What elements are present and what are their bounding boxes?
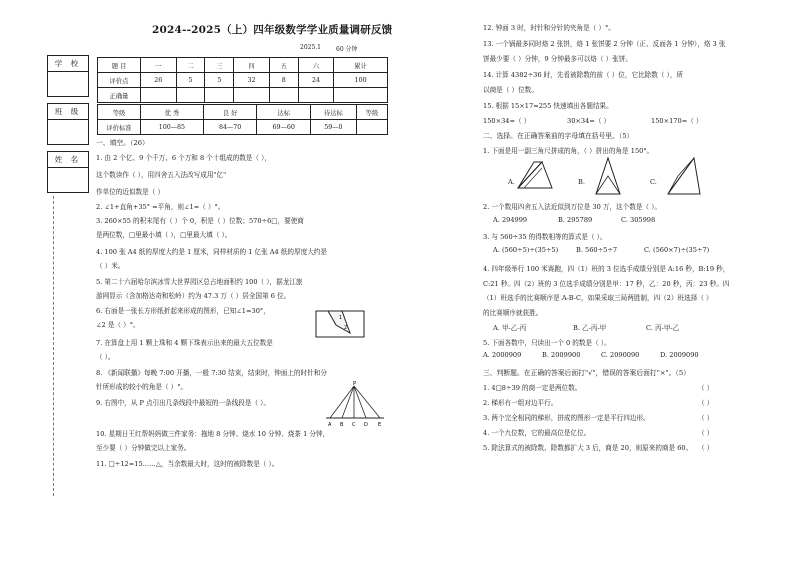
choice-4-option-b: B. 乙-丙-甲 [573,324,607,332]
point-label: C [352,422,356,428]
question-7-line-2: （ ）。 [96,353,115,361]
table-cell[interactable] [176,88,205,103]
choice-5: 5. 下面各数中，只读出一个 0 的数是（ ）。 [483,339,611,347]
question-10-line-1: 10. 星期日王红帮妈妈做三件家务：拖地 8 分钟、烧水 10 分钟、烧茶 1 分钟， [96,430,330,438]
name-box [47,151,89,193]
point-label: E [378,422,382,428]
table-cell: 题 目 [98,58,141,73]
section-judge-heading: 三、判断题。在正确的答案后面打"√"，错误的答案后面打"×"。（5） [483,369,690,377]
grade-row-standards [98,120,388,135]
exam-title: 2024--2025（上）四年级数学学业质量调研反馈 [152,24,393,36]
table-cell[interactable] [356,120,387,135]
question-12: 12. 钟面 3 时，时针和分针的夹角是（ ）°。 [483,24,615,32]
choice-1-option-b: B. [578,178,585,186]
choice-2-option-c: C. 305998 [621,216,656,224]
table-cell: 等级 [356,105,387,120]
class-box [47,103,89,145]
angle-1-label: 1 [339,315,343,321]
judge-3-answer[interactable]: （ ） [698,414,714,422]
table-cell: 59—0 [311,120,357,135]
table-cell: 正确量 [98,88,141,103]
score-row-headers [98,58,388,73]
table-cell: 优 秀 [141,105,204,120]
choice-4-option-a: A. 甲-乙-丙 [493,324,527,332]
judge-1: 1. 4□8÷39 的商一定是两位数。 [483,384,582,392]
question-3-line-1: 3. 260×55 的积末尾有（ ）个 0，积是（ ）位数；570÷6□，要使商 [96,217,304,225]
question-15-b: 30×34=（ ） [567,117,611,125]
choice-4-line-3: （1）班选手的比赛顺序是 A-B-C，如果采取三局两胜制，四（2）班选择（ ） [483,294,713,302]
question-13-line-1: 13. 一个锅最多同时烙 2 张饼，烙 1 张饼要 2 分钟（正、反面各 1 分钟），烙 3 张 [483,40,726,48]
option-a-triangle-figure [504,158,556,192]
judge-4: 4. 一个九位数，它的最高位是亿位。 [483,429,591,437]
option-b-triangle-figure [588,156,628,198]
choice-4-line-2: C:21 秒。四（2）班的 3 位选手成绩分别是甲：17 秒，乙：20 秒，丙：23 秒。四 [483,280,730,288]
choice-2-option-a: A. 294999 [493,216,528,224]
question-15-a: 150×34=（ ） [483,117,531,125]
question-8-line-2: 针所形成的较小的角是（ ）°。 [96,383,188,391]
score-table [97,57,388,103]
score-row-points [98,73,388,88]
table-cell[interactable] [334,88,388,103]
table-cell: 一 [141,58,177,73]
judge-5: 5. 除法算式的被除数、除数都扩大 3 后，商是 20，则原来的商是 60。 [483,444,693,452]
table-cell: 良 好 [203,105,257,120]
point-p-lines-figure [322,380,388,428]
judge-5-answer[interactable]: （ ） [698,444,714,452]
choice-3-option-a: A. (560÷5)÷(35÷5) [493,246,559,254]
judge-2: 2. 梯形有一组对边平行。 [483,399,558,407]
point-label: B [340,422,344,428]
name-label: 姓 名 [48,152,88,168]
choice-1: 1. 下面是用一副三角尺拼成的角，（ ）拼出的角是 150°。 [483,147,654,155]
table-cell[interactable] [141,88,177,103]
name-blank[interactable] [48,168,88,192]
point-p-label: P [353,381,357,387]
table-cell: 评价点 [98,73,141,88]
question-4-line-1: 4. 100 张 A4 纸的厚度大约是 1 厘米，同样材质的 1 亿张 A4 纸的厚度大约是 [96,248,327,256]
choice-3-option-c: C. (560×7)÷(35÷7) [644,246,710,254]
question-6-line-2: ∠2 是（ ）°。 [96,321,140,329]
point-label: D [364,422,368,428]
choice-5-option-b: B. 2009900 [542,351,581,359]
question-11: 11. □÷12=15……△，当余数最大时，这时的被除数是（ ）。 [96,460,279,468]
table-cell: 达标 [257,105,311,120]
table-cell: 24 [298,73,334,88]
question-10-line-2: 至少要（ ）分钟做完以上家务。 [96,444,191,452]
choice-4-line-1: 4. 四年级举行 100 米赛跑，四（1）班的 3 位选手成绩分别是 A:16 秒，B:19 秒， [483,265,730,273]
choice-5-option-a: A. 2000909 [483,351,522,359]
choice-4-line-4: 的比赛顺序就获胜。 [483,309,543,317]
question-5-line-2: 游网显示（含加格达奇和松岭）约为 47.3 万（ ）居全国第 6 位。 [96,292,291,300]
table-cell: 四 [234,58,270,73]
table-cell: 100 [334,73,388,88]
table-cell: 等级 [98,105,141,120]
choice-2: 2. 一个数用四舍五入法近似到万位是 30 万，这个数是（ ）。 [483,203,662,211]
section-choice-heading: 二、选择。在正确答案前的字母填在括号里。（5） [483,132,634,140]
choice-4-option-c: C. 丙-甲-乙 [646,324,680,332]
question-7-line-1: 7. 在算盘上用 1 颗上珠和 4 颗下珠表示出来的最大五位数是 [96,339,273,347]
choice-5-option-c: C. 2090090 [601,351,640,359]
choice-1-option-c: C. [650,178,657,186]
question-5-line-1: 5. 第二十六届哈尔滨冰雪大世界园区总占地面积约 100（ ），据龙江旅 [96,278,303,286]
score-row-correct [98,88,388,103]
table-cell: 评价标准 [98,120,141,135]
question-14-line-1: 14. 计算 4382÷36 时，先看被除数的前（ ）位，它比除数（ ），所 [483,71,684,79]
table-cell: 五 [269,58,298,73]
question-9: 9. 右图中，从 P 点引出几条线段中最短的一条线段是（ ）。 [96,399,271,407]
table-cell: 待达标 [311,105,357,120]
question-13-line-2: 饼最少要（ ）分钟，9 分钟最多可以烙（ ）张饼。 [483,55,632,63]
choice-2-option-b: B. 295789 [558,216,593,224]
question-1-line-2: 这个数读作（ ），用四舍五入法改写成用"亿" [96,171,227,179]
angle-2-label: 2 [344,325,348,331]
school-label: 学 校 [48,56,88,72]
table-cell[interactable] [234,88,270,103]
choice-3-option-b: B. 560÷5÷7 [576,246,618,254]
table-cell: 32 [234,73,270,88]
choice-5-option-d: D. 2009090 [660,351,699,359]
question-1-line-3: 作单位的近似数是（ ） [96,188,165,196]
folded-rectangle-figure [314,305,366,341]
table-cell: 26 [141,73,177,88]
question-15-c: 150×170=（ ） [651,117,703,125]
school-blank[interactable] [48,72,88,96]
table-cell: 69—60 [257,120,311,135]
question-4-line-2: （ ）米。 [96,262,125,270]
exam-date: 2025.1 [300,44,321,51]
choice-1-option-a: A. [508,178,515,186]
judge-4-answer[interactable]: （ ） [698,429,714,437]
table-cell[interactable] [269,88,298,103]
table-cell: 8 [269,73,298,88]
binding-line [53,196,54,496]
choice-3: 3. 与 560÷35 的得数相等的算式是（ ）。 [483,233,607,241]
table-cell: 100—85 [141,120,204,135]
grade-row-levels [98,105,388,120]
table-cell: 二 [176,58,205,73]
judge-1-answer[interactable]: （ ） [698,384,714,392]
table-cell: 84—70 [203,120,257,135]
table-cell: 累计 [334,58,388,73]
class-blank[interactable] [48,120,88,144]
question-1-line-1: 1. 由 2 个亿、9 个千万、6 个万和 8 个十组成的数是（ ）， [96,154,272,162]
option-c-triangle-figure [664,156,704,198]
class-label: 班 级 [48,104,88,120]
exam-duration: 60 分钟 [336,46,358,53]
question-6-line-1: 6. 右面是一张长方形纸折起来形成的图形，已知∠1=30°， [96,307,270,315]
table-cell[interactable] [205,88,234,103]
table-cell: 5 [176,73,205,88]
question-3-line-2: 是两位数，□里最小填（ ），□里最大填（ ）。 [96,231,232,239]
table-cell: 六 [298,58,334,73]
point-label: A [328,422,332,428]
school-box [47,55,89,97]
table-cell: 5 [205,73,234,88]
judge-3: 3. 两个完全相同的梯形，拼成的图形一定是平行四边形。 [483,414,650,422]
question-15: 15. 根据 15×17=255 快速填出各题结果。 [483,102,613,110]
table-cell: 三 [205,58,234,73]
question-2: 2. ∠1+直角+35° =平角，则∠1=（ ）°。 [96,203,225,211]
question-14-line-2: 以商是（ ）位数。 [483,86,538,94]
grade-table [97,104,388,135]
section-fill-heading: 一、填空。（26） [96,139,149,147]
question-8-line-1: 8. 《新闻联播》每晚 7:00 开播，一般 7:30 结束，结束时，钟面上的时针和分 [96,369,328,377]
judge-2-answer[interactable]: （ ） [698,399,714,407]
table-cell[interactable] [298,88,334,103]
